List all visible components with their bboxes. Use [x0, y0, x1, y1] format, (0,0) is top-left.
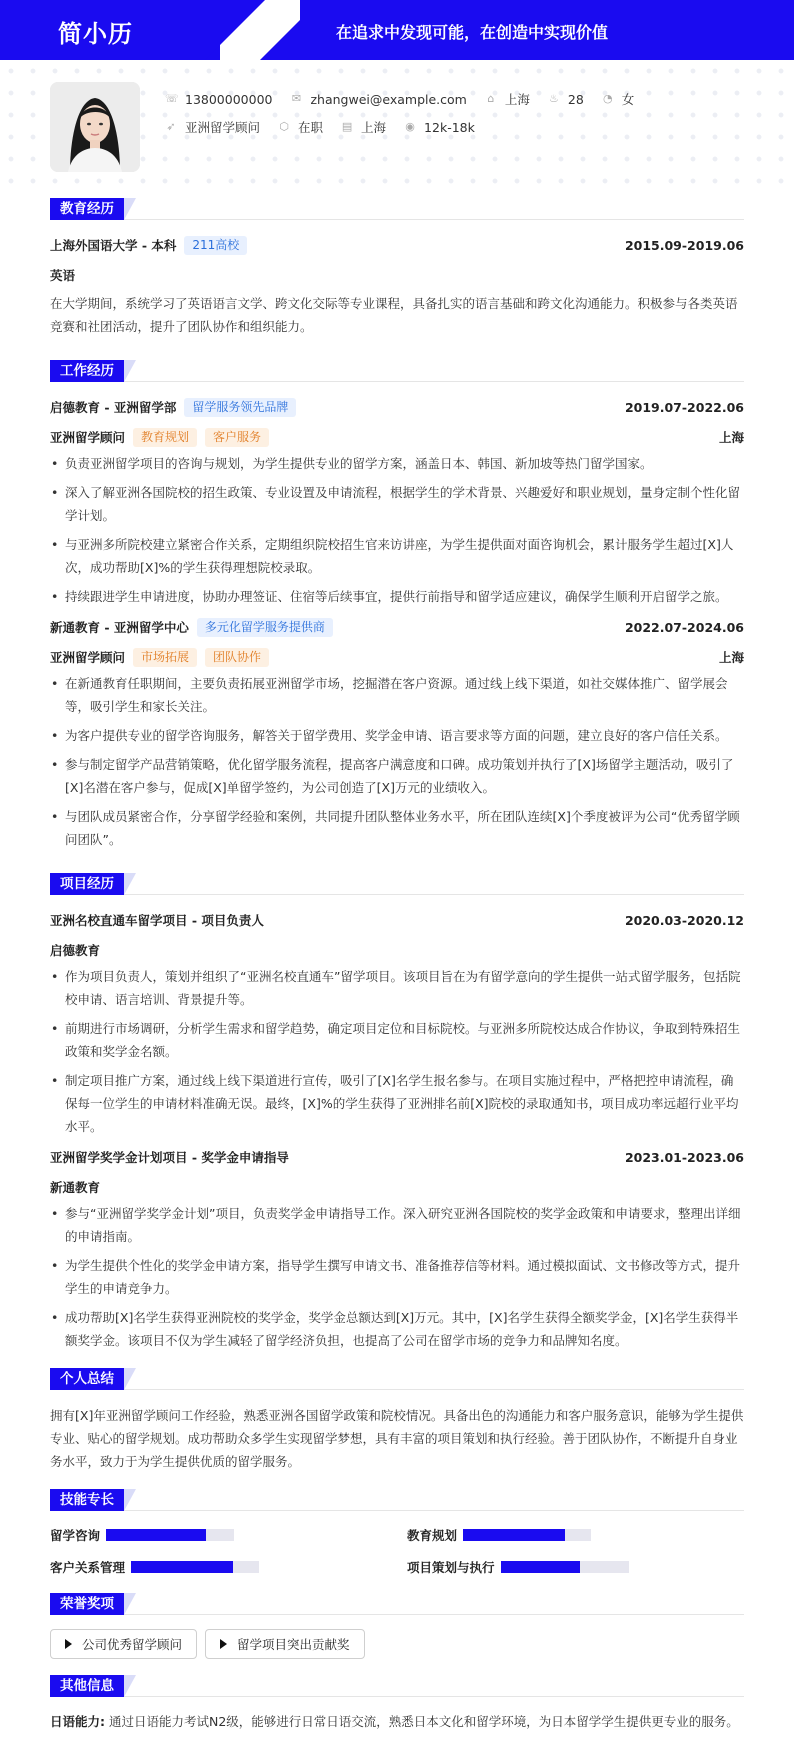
- phone-icon: ☏: [165, 92, 179, 105]
- skill-fill: [463, 1529, 565, 1541]
- email-item: [290, 92, 466, 107]
- job-item: [165, 118, 260, 136]
- city-icon: ▤: [341, 120, 353, 133]
- job-icon: ➶: [166, 120, 176, 133]
- location-item: [485, 90, 530, 108]
- project-name: 亚洲名校直通车留学项目 - 项目负责人: [50, 913, 264, 928]
- gender-icon: ◔: [602, 92, 613, 105]
- list-item: • 与亚洲多所院校建立紧密合作关系，定期组织院校招生官来访讲座，为学生提供面对面咨询机会，累计服务学生超过[X]人次，成功帮助[X]%的学生获得理想院校录取。: [50, 533, 744, 579]
- project-date: 2020.03-2020.12: [624, 912, 744, 928]
- company-tag: 多元化留学服务提供商: [197, 618, 333, 637]
- skill-item: [407, 1557, 744, 1577]
- city-text: 上海: [361, 120, 387, 135]
- avatar: [50, 82, 140, 172]
- project-date: 2023.01-2023.06: [624, 1149, 744, 1165]
- slogan: 在追求中发现可能，在创造中实现价值: [335, 23, 608, 42]
- header: [0, 0, 794, 60]
- work-entry: [50, 396, 744, 608]
- logo: 简小历: [58, 20, 133, 48]
- honor-label: 留学项目突出贡献奖: [237, 1637, 350, 1652]
- list-item: • 持续跟进学生申请进度，协助办理签证、住宿等后续事宜，提供行前指导和留学适应建议，确保学生顺利开启留学之旅。: [50, 585, 744, 608]
- list-item: • 为学生提供个性化的奖学金申请方案，指导学生撰写申请文书、准备推荐信等材料。通过模拟面试、文书修改等方式，提升学生的申请竞争力。: [50, 1254, 744, 1300]
- other-text: 通过日语能力考试N2级，能够进行日常日语交流，熟悉日本文化和留学环境，为日本留学学生提供更专业的服务。: [108, 1714, 739, 1729]
- city-item: [341, 118, 386, 136]
- mail-icon: ✉: [291, 92, 302, 105]
- skill-bar: [131, 1561, 259, 1573]
- section-title-label: 个人总结: [50, 1368, 124, 1390]
- summary-section: [50, 1368, 744, 1473]
- list-item: • 作为项目负责人，策划并组织了“亚洲名校直通车”留学项目。该项目旨在为有留学意向的学生提供一站式留学服务，包括院校申请、语言培训、背景提升等。: [50, 965, 744, 1011]
- list-item: • 为客户提供专业的留学咨询服务，解答关于留学费用、奖学金申请、语言要求等方面的问题，建立良好的客户信任关系。: [50, 724, 744, 747]
- school-name: 上海外国语大学 - 本科: [50, 238, 177, 253]
- project-org: 启德教育: [50, 943, 101, 958]
- skill-bar: [106, 1529, 234, 1541]
- work-city: 上海: [718, 430, 744, 445]
- skill-fill: [131, 1561, 233, 1573]
- age-text: 28: [567, 91, 584, 107]
- list-item: • 制定项目推广方案，通过线上线下渠道进行宣传，吸引了[X]名学生报名参与。在项目实施过程中，严格把控申请流程，确保每一位学生的申请材料准确无误。最终，[X]%的学生获得了亚洲排名前[X]院校的录取通知书，项目成功率远超行业平均水平。: [50, 1069, 744, 1138]
- project-entry: [50, 1146, 744, 1352]
- honor-badge: [50, 1629, 197, 1659]
- other-label: 日语能力:: [50, 1714, 105, 1729]
- job-text: 亚洲留学顾问: [185, 120, 261, 135]
- honor-label: 公司优秀留学顾问: [82, 1637, 183, 1652]
- salary-icon: ◉: [405, 120, 415, 133]
- gender-text: 女: [621, 92, 635, 107]
- work-city: 上海: [718, 650, 744, 665]
- other-section: [50, 1675, 744, 1733]
- contact-row: [165, 90, 652, 108]
- project-bullets: [50, 1202, 744, 1352]
- skill-bar: [463, 1529, 591, 1541]
- work-bullets: [50, 672, 744, 851]
- play-icon: [220, 1639, 227, 1649]
- section-title-label: 教育经历: [50, 198, 124, 220]
- section-title: [50, 1368, 744, 1390]
- company-tag: 留学服务领先品牌: [184, 398, 296, 417]
- honors-list: [50, 1629, 744, 1659]
- skill-name: 项目策划与执行: [407, 1560, 495, 1575]
- skill-name: 留学咨询: [50, 1528, 101, 1543]
- skill-item: [50, 1525, 387, 1545]
- role-tag: 教育规划: [133, 428, 197, 447]
- section-title-label: 荣誉奖项: [50, 1593, 124, 1615]
- education-desc: 在大学期间，系统学习了英语语言文学、跨文化交际等专业课程，具备扎实的语言基础和跨文化沟通能力。积极参与各类英语竞赛和社团活动，提升了团队协作和组织能力。: [50, 296, 738, 334]
- section-title-label: 技能专长: [50, 1489, 124, 1511]
- skill-item: [50, 1557, 387, 1577]
- skill-fill: [501, 1561, 580, 1573]
- role: 亚洲留学顾问: [50, 650, 126, 665]
- summary-text: 拥有[X]年亚洲留学顾问工作经验，熟悉亚洲各国留学政策和院校情况。具备出色的沟通能力和客户服务意识，能够为学生提供专业、贴心的留学规划。成功帮助众多学生实现留学梦想，具有丰富的项目策划和执行经验。善于团队协作，不断提升自身业务水平，致力于为学生提供优质的留学服务。: [50, 1408, 744, 1469]
- header-slash: [205, 0, 265, 60]
- major: 英语: [50, 268, 76, 283]
- job-row: [165, 118, 493, 136]
- work-bullets: [50, 452, 744, 608]
- skills-section: [50, 1489, 744, 1577]
- list-item: • 参与“亚洲留学奖学金计划”项目，负责奖学金申请指导工作。深入研究亚洲各国院校的奖学金政策和申请要求，整理出详细的申请指南。: [50, 1202, 744, 1248]
- age-item: [548, 92, 584, 107]
- skill-bar: [501, 1561, 629, 1573]
- honor-badge: [205, 1629, 365, 1659]
- education-date: 2015.09-2019.06: [624, 237, 744, 253]
- section-title: [50, 1489, 744, 1511]
- gender-item: [602, 90, 635, 108]
- list-item: • 参与制定留学产品营销策略，优化留学服务流程，提高客户满意度和口碑。成功策划并执行了[X]场留学主题活动，吸引了[X]名潜在客户参与，促成[X]单留学签约，为公司创造了[X]万元的业绩收入。: [50, 753, 744, 799]
- phone-item: [165, 92, 272, 107]
- work-section: [50, 360, 744, 851]
- project-bullets: [50, 965, 744, 1138]
- section-title-label: 项目经历: [50, 873, 124, 895]
- age-icon: ♨: [548, 92, 559, 105]
- company-name: 启德教育 - 亚洲留学部: [50, 400, 177, 415]
- list-item: • 与团队成员紧密合作，分享留学经验和案例，共同提升团队整体业务水平，所在团队连续[X]个季度被评为公司“优秀留学顾问团队”。: [50, 805, 744, 851]
- skill-fill: [106, 1529, 206, 1541]
- company-name: 新通教育 - 亚洲留学中心: [50, 620, 189, 635]
- education-head: [50, 234, 744, 256]
- profile: [0, 60, 794, 188]
- role-tag: 客户服务: [205, 428, 269, 447]
- play-icon: [65, 1639, 72, 1649]
- projects-section: [50, 873, 744, 1352]
- location-text: 上海: [504, 92, 530, 107]
- salary-item: [404, 120, 475, 135]
- list-item: • 在新通教育任职期间，主要负责拓展亚洲留学市场，挖掘潜在客户资源。通过线上线下渠道，如社交媒体推广、留学展会等，吸引学生和家长关注。: [50, 672, 744, 718]
- section-title: [50, 1593, 744, 1615]
- status-text: 在职: [298, 120, 324, 135]
- list-item: • 成功帮助[X]名学生获得亚洲院校的奖学金，奖学金总额达到[X]万元。其中，[X]名学生获得全额奖学金，[X]名学生获得半额奖学金。该项目不仅为学生减轻了留学经济负担，也提高了公司在留学市场的竞争力和品牌知名度。: [50, 1306, 744, 1352]
- skill-name: 客户关系管理: [50, 1560, 126, 1575]
- salary-text: 12k-18k: [424, 119, 475, 135]
- education-section: [50, 198, 744, 338]
- location-icon: ⌂: [487, 92, 495, 105]
- work-date: 2022.07-2024.06: [624, 619, 744, 635]
- work-entry: [50, 616, 744, 851]
- section-title-label: 工作经历: [50, 360, 124, 382]
- skill-item: [407, 1525, 744, 1545]
- email-text: zhangwei@example.com: [310, 91, 467, 107]
- role-tag: 市场拓展: [133, 648, 197, 667]
- project-entry: [50, 909, 744, 1138]
- section-title: [50, 360, 744, 382]
- list-item: • 负责亚洲留学项目的咨询与规划，为学生提供专业的留学方案，涵盖日本、韩国、新加坡等热门留学国家。: [50, 452, 744, 475]
- school-tag: 211高校: [184, 236, 247, 255]
- section-title: [50, 198, 744, 220]
- section-title-label: 其他信息: [50, 1675, 124, 1697]
- skills-grid: [50, 1525, 744, 1577]
- list-item: • 前期进行市场调研，分析学生需求和留学趋势，确定项目定位和目标院校。与亚洲多所院校达成合作协议，争取到特殊招生政策和奖学金名额。: [50, 1017, 744, 1063]
- honors-section: [50, 1593, 744, 1659]
- project-name: 亚洲留学奖学金计划项目 - 奖学金申请指导: [50, 1150, 289, 1165]
- status-icon: ⬡: [279, 120, 289, 133]
- section-title: [50, 873, 744, 895]
- status-item: [278, 118, 323, 136]
- section-title: [50, 1675, 744, 1697]
- project-org: 新通教育: [50, 1180, 101, 1195]
- list-item: • 深入了解亚洲各国院校的招生政策、专业设置及申请流程，根据学生的学术背景、兴趣爱好和职业规划，量身定制个性化留学计划。: [50, 481, 744, 527]
- role: 亚洲留学顾问: [50, 430, 126, 445]
- phone-text: 13800000000: [185, 91, 273, 107]
- skill-name: 教育规划: [407, 1528, 458, 1543]
- other-info: [50, 1711, 744, 1733]
- work-date: 2019.07-2022.06: [624, 399, 744, 415]
- role-tag: 团队协作: [205, 648, 269, 667]
